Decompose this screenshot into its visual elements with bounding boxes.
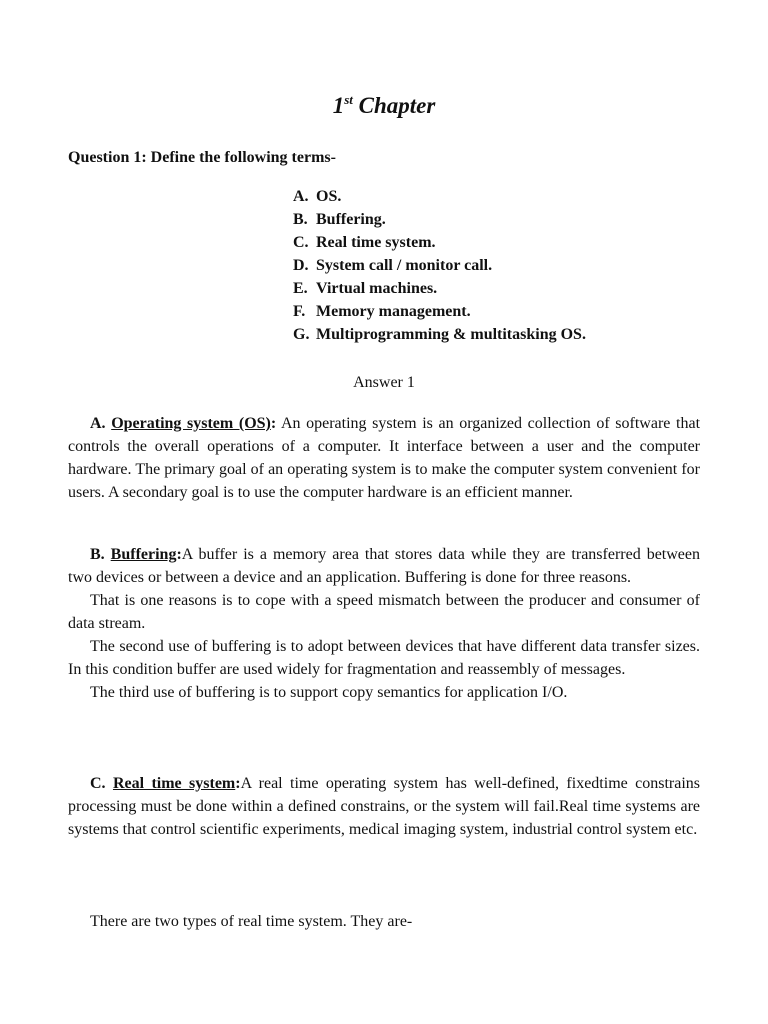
- types-intro: There are two types of real time system. They are-: [90, 913, 413, 930]
- term-item: [293, 323, 586, 346]
- section-paragraph: The second use of buffering is to adopt between devices that have different data transfer sizes. In this condition buffer are used widely for fragmentation and reassembly of messages.: [68, 638, 700, 678]
- term-letter: B.: [293, 211, 308, 228]
- section-real-time-system: [68, 772, 700, 841]
- term-text: Multiprogramming & multitasking OS.: [316, 326, 586, 343]
- term-letter: A.: [293, 188, 309, 205]
- section-letter: C.: [90, 775, 113, 792]
- answer-heading: Answer 1: [353, 374, 415, 391]
- term-text: Virtual machines.: [316, 280, 438, 297]
- term-text: System call / monitor call.: [316, 257, 493, 274]
- section-colon: :: [235, 775, 241, 792]
- chapter-word: Chapter: [352, 93, 436, 118]
- term-text: OS.: [316, 188, 342, 205]
- term-item: [293, 300, 586, 323]
- section-paragraph: The third use of buffering is to support copy semantics for application I/O.: [90, 684, 568, 701]
- section-body: A buffer is a memory area that stores data while they are transferred between two devices or between a device and an application. Buffering is done for three reasons.: [68, 546, 701, 586]
- section-colon: :: [176, 546, 182, 563]
- section-buffering: [68, 543, 700, 704]
- term-letter: D.: [293, 257, 309, 274]
- term-item: [293, 254, 586, 277]
- chapter-number-suffix: st: [344, 92, 353, 107]
- section-term: Operating system (OS): [111, 415, 271, 432]
- section-letter: B.: [90, 546, 111, 563]
- section-paragraph: [68, 543, 700, 589]
- term-text: Real time system.: [316, 234, 436, 251]
- section-body: A real time operating system has well-defined, fixedtime constrains processing must be done within a defined constrains, or the system will fail.Real time systems are systems that control scientific experiments, medical imaging system, industrial control system etc.: [68, 775, 701, 838]
- term-letter: C.: [293, 234, 309, 251]
- term-text: Memory management.: [316, 303, 471, 320]
- section-term: Real time system: [112, 775, 236, 792]
- section-letter: A.: [90, 415, 112, 432]
- section-paragraph: That is one reasons is to cope with a speed mismatch between the producer and consumer of data stream.: [68, 592, 700, 632]
- term-letter: E.: [293, 280, 308, 297]
- section-paragraph: [68, 412, 700, 504]
- term-text: Buffering.: [316, 211, 386, 228]
- term-list: [293, 185, 586, 346]
- term-item: [293, 277, 586, 300]
- term-letter: F.: [293, 303, 306, 320]
- question-heading: Question 1: Define the following terms-: [68, 149, 336, 166]
- section-body: An operating system is an organized collection of software that controls the overall operations of a computer. It interface between a user and the computer hardware. The primary goal of an operating system is to make the computer system convenient for users. A secondary goal is to use the computer hardware is an efficient manner.: [68, 415, 701, 501]
- chapter-number: 1: [332, 93, 345, 118]
- section-term: Buffering: [110, 546, 177, 563]
- section-colon: :: [270, 415, 277, 432]
- section-paragraph: [68, 772, 700, 841]
- section-operating-system: [68, 412, 700, 504]
- term-letter: G.: [293, 326, 310, 343]
- term-item: [293, 208, 586, 231]
- term-item: [293, 185, 586, 208]
- term-item: [293, 231, 586, 254]
- chapter-title: [0, 92, 768, 119]
